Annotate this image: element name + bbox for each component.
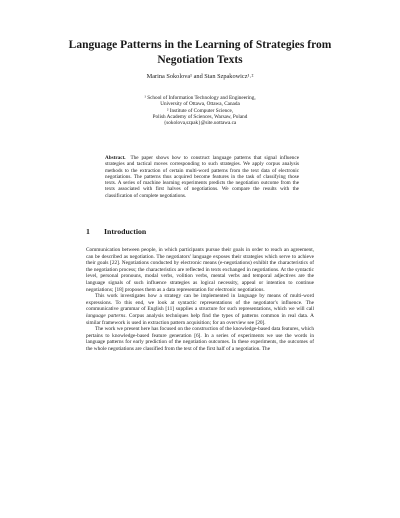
- emphasized-term: language patterns: [86, 312, 126, 319]
- section-title: Introduction: [103, 227, 147, 236]
- abstract-label: Abstract.: [105, 155, 126, 161]
- body-text: [86, 247, 314, 353]
- abstract-text: The paper shows how to construct language patterns that signal influence strategies and tactical moves corresponding to such strategies. We apply corpus analysis methods to the extraction of certain multi-word patterns from the text data of electronic negotiations. The patterns thus acquired become features in the task of classifying those texts. A series of machine learning experiments predicts the negotiation outcome from the texts associated with first halves of negotiations. We compare the results with the classification of complete negotiations.: [105, 155, 300, 199]
- paper-title: Language Patterns in the Learning of Strategies from Negotiation Texts: [68, 39, 332, 66]
- affiliation-line: ¹ School of Information Technology and Engineering,: [144, 95, 256, 101]
- paragraph: This work investigates how a strategy can be implemented in language by means of multi-word expressions. To this end, we look at syntactic representations of the negotiator's influence. The communicative grammar of English [11] supplies a structure for such representations, which we will call language patterns. Corpus analysis techniques help find the types of patterns common in real data. A similar framework is used in extraction pattern acquisition; for an overview see [20].: [86, 293, 315, 326]
- paragraph: Communication between people, in which participants pursue their goals in order to reach an agreement, can be described as negotiation. The negotiators' language exposes their strategies which serve to achieve their goals [22]. Negotiations conducted by electronic means (e-negotiations) exhibit the characteristics of the negotiation process; the characteristics are reflected in texts exchanged in negotiations. At the syntactic level, personal pronouns, modal verbs, volition verbs, mental verbs and temporal adjectives are the language signals of such influence strategies as logical necessity, appeal or intention to continue negotiations; [18] proposes them as a data representation for electronic negotiations.: [86, 247, 314, 293]
- author-email: {sokolova,szpak}@site.uottawa.ca: [163, 120, 237, 127]
- paragraph: The work we present here has focused on the construction of the knowledge-based data features, which pertains to knowledge-based feature generation [6]. In a series of experiments we use the words in language patterns for early prediction of the negotiation outcomes. In these experiments, the outcomes of the whole negotiations are classified from the text of the first half of a negotiation. The: [86, 326, 314, 352]
- affiliations: [80, 95, 320, 126]
- section-number: 1: [86, 227, 90, 236]
- affiliation-line: Polish Academy of Sciences, Warsaw, Poland: [152, 113, 248, 120]
- abstract: [105, 155, 299, 199]
- author-list: Marina Sokolova¹ and Stan Szpakowicz¹˒²: [146, 73, 254, 80]
- affiliation-line: University of Ottawa, Ottawa, Canada: [160, 101, 240, 108]
- affiliation-line: ² Institute of Computer Science,: [166, 107, 234, 114]
- section-heading: [86, 227, 146, 236]
